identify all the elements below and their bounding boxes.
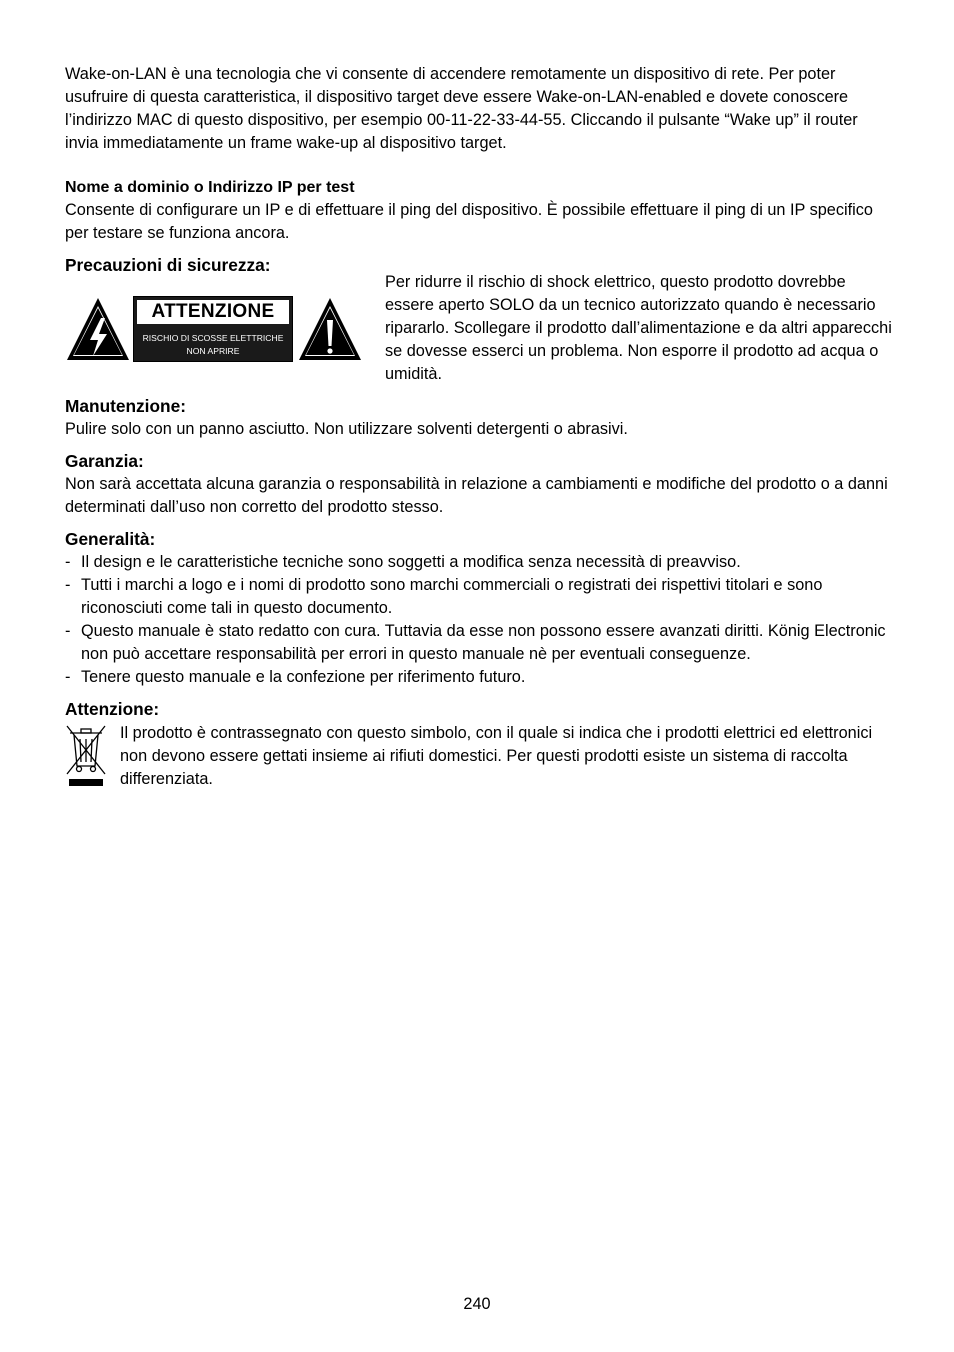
- safety-section: [65, 254, 895, 386]
- general-list: [65, 551, 895, 689]
- safety-heading: Precauzioni di sicurezza:: [65, 255, 271, 275]
- intro-paragraph: Wake-on-LAN è una tecnologia che vi consente di accendere remotamente un dispositivo di rete. Per poter usufruire di questa caratteristica, il dispositivo target deve essere Wake-on-LAN-enabled e dovete conoscere l’indirizzo MAC di questo dispositivo, per esempio 00-11-22-33-44-55. Cliccando il pulsante “Wake up” il router invia immediatamente un frame wake-up al dispositivo target.: [65, 65, 858, 152]
- safety-row: [65, 273, 895, 386]
- document-page: [65, 63, 895, 795]
- list-item: - Tenere questo manuale e la confezione per riferimento futuro.: [65, 666, 895, 689]
- attention-text: Il prodotto è contrassegnato con questo simbolo, con il quale si indica che i prodotti elettrici ed elettronici non devono essere gettati insieme ai rifiuti domestici. Per questi prodotti esiste un sistema di raccolta differenziata.: [120, 724, 873, 788]
- lightning-triangle-icon: [65, 296, 131, 362]
- domain-test-text: Consente di configurare un IP e di effettuare il ping del dispositivo. È possibile effettuare il ping di un IP specifico per testare se funziona ancora.: [65, 201, 873, 242]
- list-item: - Tutti i marchi a logo e i nomi di prodotto sono marchi commerciali o registrati dei rispettivi titolari e sono riconosciuti come tali in questo documento.: [65, 574, 895, 620]
- attention-heading: Attenzione:: [65, 699, 160, 719]
- weee-row: [65, 722, 895, 795]
- warning-label: [133, 296, 293, 362]
- safety-text: Per ridurre il rischio di shock elettrico, questo prodotto dovrebbe essere aperto SOLO da un tecnico autorizzato quando è necessario ripararlo. Scollegare il prodotto dall’alimentazione e da altri apparecchi se dovesse esserci un problema. Non esporre il prodotto ad acqua o umidità.: [385, 273, 892, 383]
- domain-test-heading: Nome a dominio o Indirizzo IP per test: [65, 179, 355, 196]
- safety-icons: [65, 279, 385, 362]
- warranty-section: [65, 450, 895, 519]
- list-item: - Questo manuale è stato redatto con cura. Tuttavia da esse non possono essere avanzati diritti. König Electronic non può accettare responsabilità per errori in questo manuale nè per eventuali conseguenze.: [65, 620, 895, 666]
- maintenance-section: [65, 395, 895, 441]
- warning-title: ATTENZIONE: [137, 300, 289, 324]
- warning-line-1: RISCHIO DI SCOSSE ELETTRICHE: [142, 333, 284, 343]
- maintenance-text: Pulire solo con un panno asciutto. Non utilizzare solventi detergenti o abrasivi.: [65, 420, 628, 438]
- exclamation-triangle-icon: [297, 296, 363, 362]
- warning-subtitle: [143, 332, 284, 358]
- general-heading: Generalità:: [65, 529, 156, 549]
- maintenance-heading: Manutenzione:: [65, 396, 186, 416]
- warning-line-2: NON APRIRE: [186, 346, 240, 356]
- warranty-heading: Garanzia:: [65, 451, 144, 471]
- crossed-bin-icon: [65, 724, 107, 788]
- page-number: 240: [463, 1295, 491, 1313]
- warranty-text: Non sarà accettata alcuna garanzia o responsabilità in relazione a cambiamenti e modifiche del prodotto o a danni determinati dall’uso non corretto del prodotto stesso.: [65, 475, 888, 516]
- general-section: [65, 528, 895, 689]
- list-item: - Il design e le caratteristiche tecniche sono soggetti a modifica senza necessità di preavviso.: [65, 551, 895, 574]
- attention-section: [65, 698, 895, 795]
